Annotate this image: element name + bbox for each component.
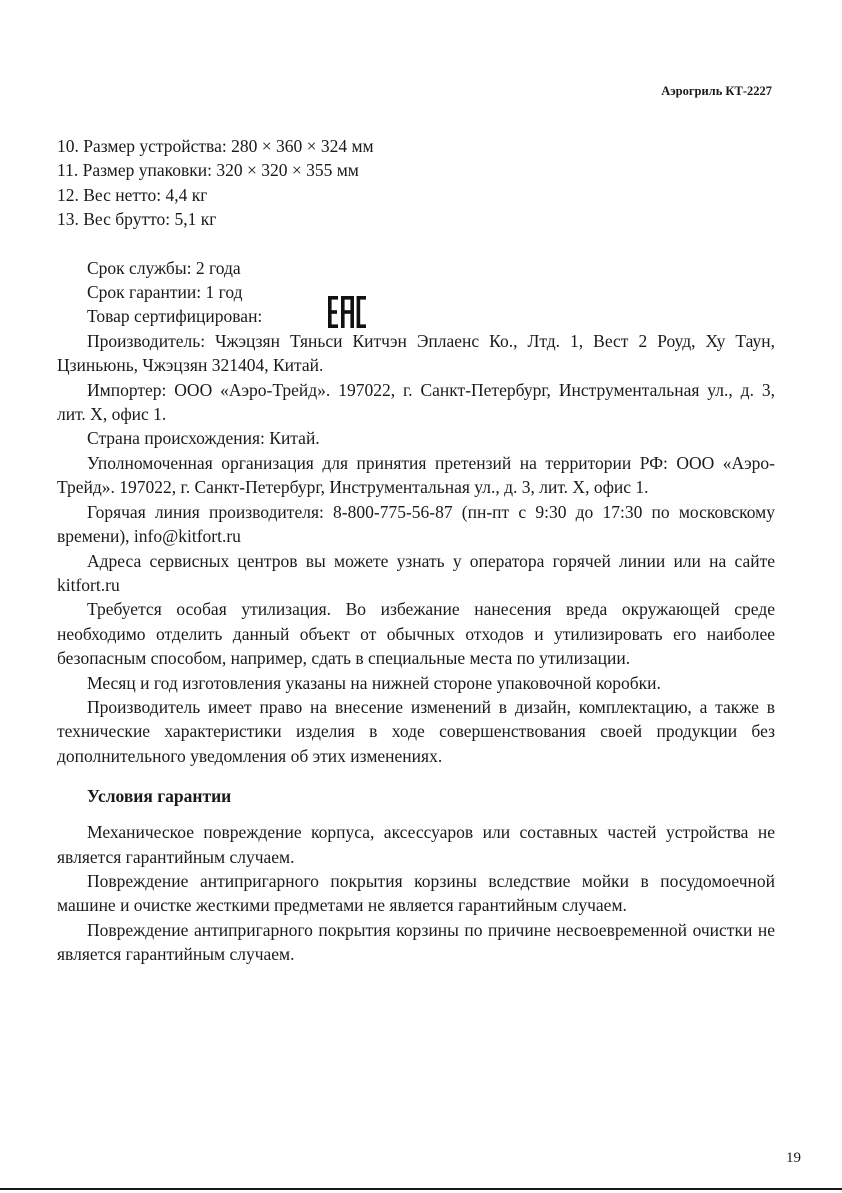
spec-item-device-size: 10. Размер устройства: 280 × 360 × 324 мм xyxy=(57,136,374,156)
origin-country-text: Страна происхождения: Китай. xyxy=(87,428,320,449)
spec-item-gross-weight: 13. Вес брутто: 5,1 кг xyxy=(57,209,217,230)
warranty-condition-paragraph: Повреждение антипригарного покрытия корзины вследствие мойки в посудомоечной машине и очистке жесткими предметами не является гарантийным случаем. xyxy=(57,870,775,916)
spec-list xyxy=(57,134,775,232)
bottom-divider xyxy=(0,1188,842,1190)
warranty-condition-paragraph: Повреждение антипригарного покрытия корзины по причине несвоевременной очистки не является гарантийным случаем. xyxy=(57,919,775,965)
warranty-condition-paragraph: Механическое повреждение корпуса, аксессуаров или составных частей устройства не является гарантийным случаем. xyxy=(57,822,775,867)
hotline-text: Горячая линия производителя: 8-800-775-56-87 (пн-пт с 9:30 до 17:30 по московскому времени), info@kitfort.ru xyxy=(57,501,775,547)
page-header-product: Аэрогриль КТ-2227 xyxy=(661,84,772,98)
importer-text: Импортер: ООО «Аэро-Трейд». 197022, г. Санкт-Петербург, Инструментальная ул., д. 3, лит. Х, офис 1. xyxy=(57,379,775,425)
warranty-conditions-heading: Условия гарантии xyxy=(87,786,232,807)
authorized-organization-text: Уполномоченная организация для принятия претензий на территории РФ: ООО «Аэро-Трейд». 197022, г. Санкт-Петербург, Инструментальная ул., д. 3, лит. Х, офис 1. xyxy=(57,452,775,498)
spec-item-package-size: 11. Размер упаковки: 320 × 320 × 355 мм xyxy=(57,160,359,181)
disposal-text: Требуется особая утилизация. Во избежание нанесения вреда окружающей среде необходимо отделить данный объект от обычных отходов и утилизировать его наиболее безопасным способом, например, сдать в специальные места по утилизации. xyxy=(57,599,775,669)
service-life-text: Срок службы: 2 года xyxy=(87,257,241,278)
manufacturer-text: Производитель: Чжэцзян Тяньси Китчэн Эплаенс Ко., Лтд. 1, Вест 2 Роуд, Ху Таун, Цзиньюнь, Чжэцзян 321404, Китай. xyxy=(57,330,775,376)
document-body xyxy=(57,134,775,967)
page-number: 19 xyxy=(786,1150,801,1166)
certified-label: Товар сертифицирован: xyxy=(87,306,263,327)
warranty-term-text: Срок гарантии: 1 год xyxy=(87,282,243,303)
design-changes-text: Производитель имеет право на внесение изменений в дизайн, комплектацию, а также в технические характеристики изделия в ходе совершенствования своей продукции без дополнительного уведомления об этих изменениях. xyxy=(57,696,775,766)
manufacture-date-text: Месяц и год изготовления указаны на нижней стороне упаковочной коробки. xyxy=(87,672,661,693)
certification-row xyxy=(57,304,775,328)
service-centers-text: Адреса сервисных центров вы можете узнать у оператора горячей линии или на сайте kitfort.ru xyxy=(57,550,775,595)
spec-item-net-weight: 12. Вес нетто: 4,4 кг xyxy=(57,184,208,205)
eac-mark-icon xyxy=(297,295,367,335)
